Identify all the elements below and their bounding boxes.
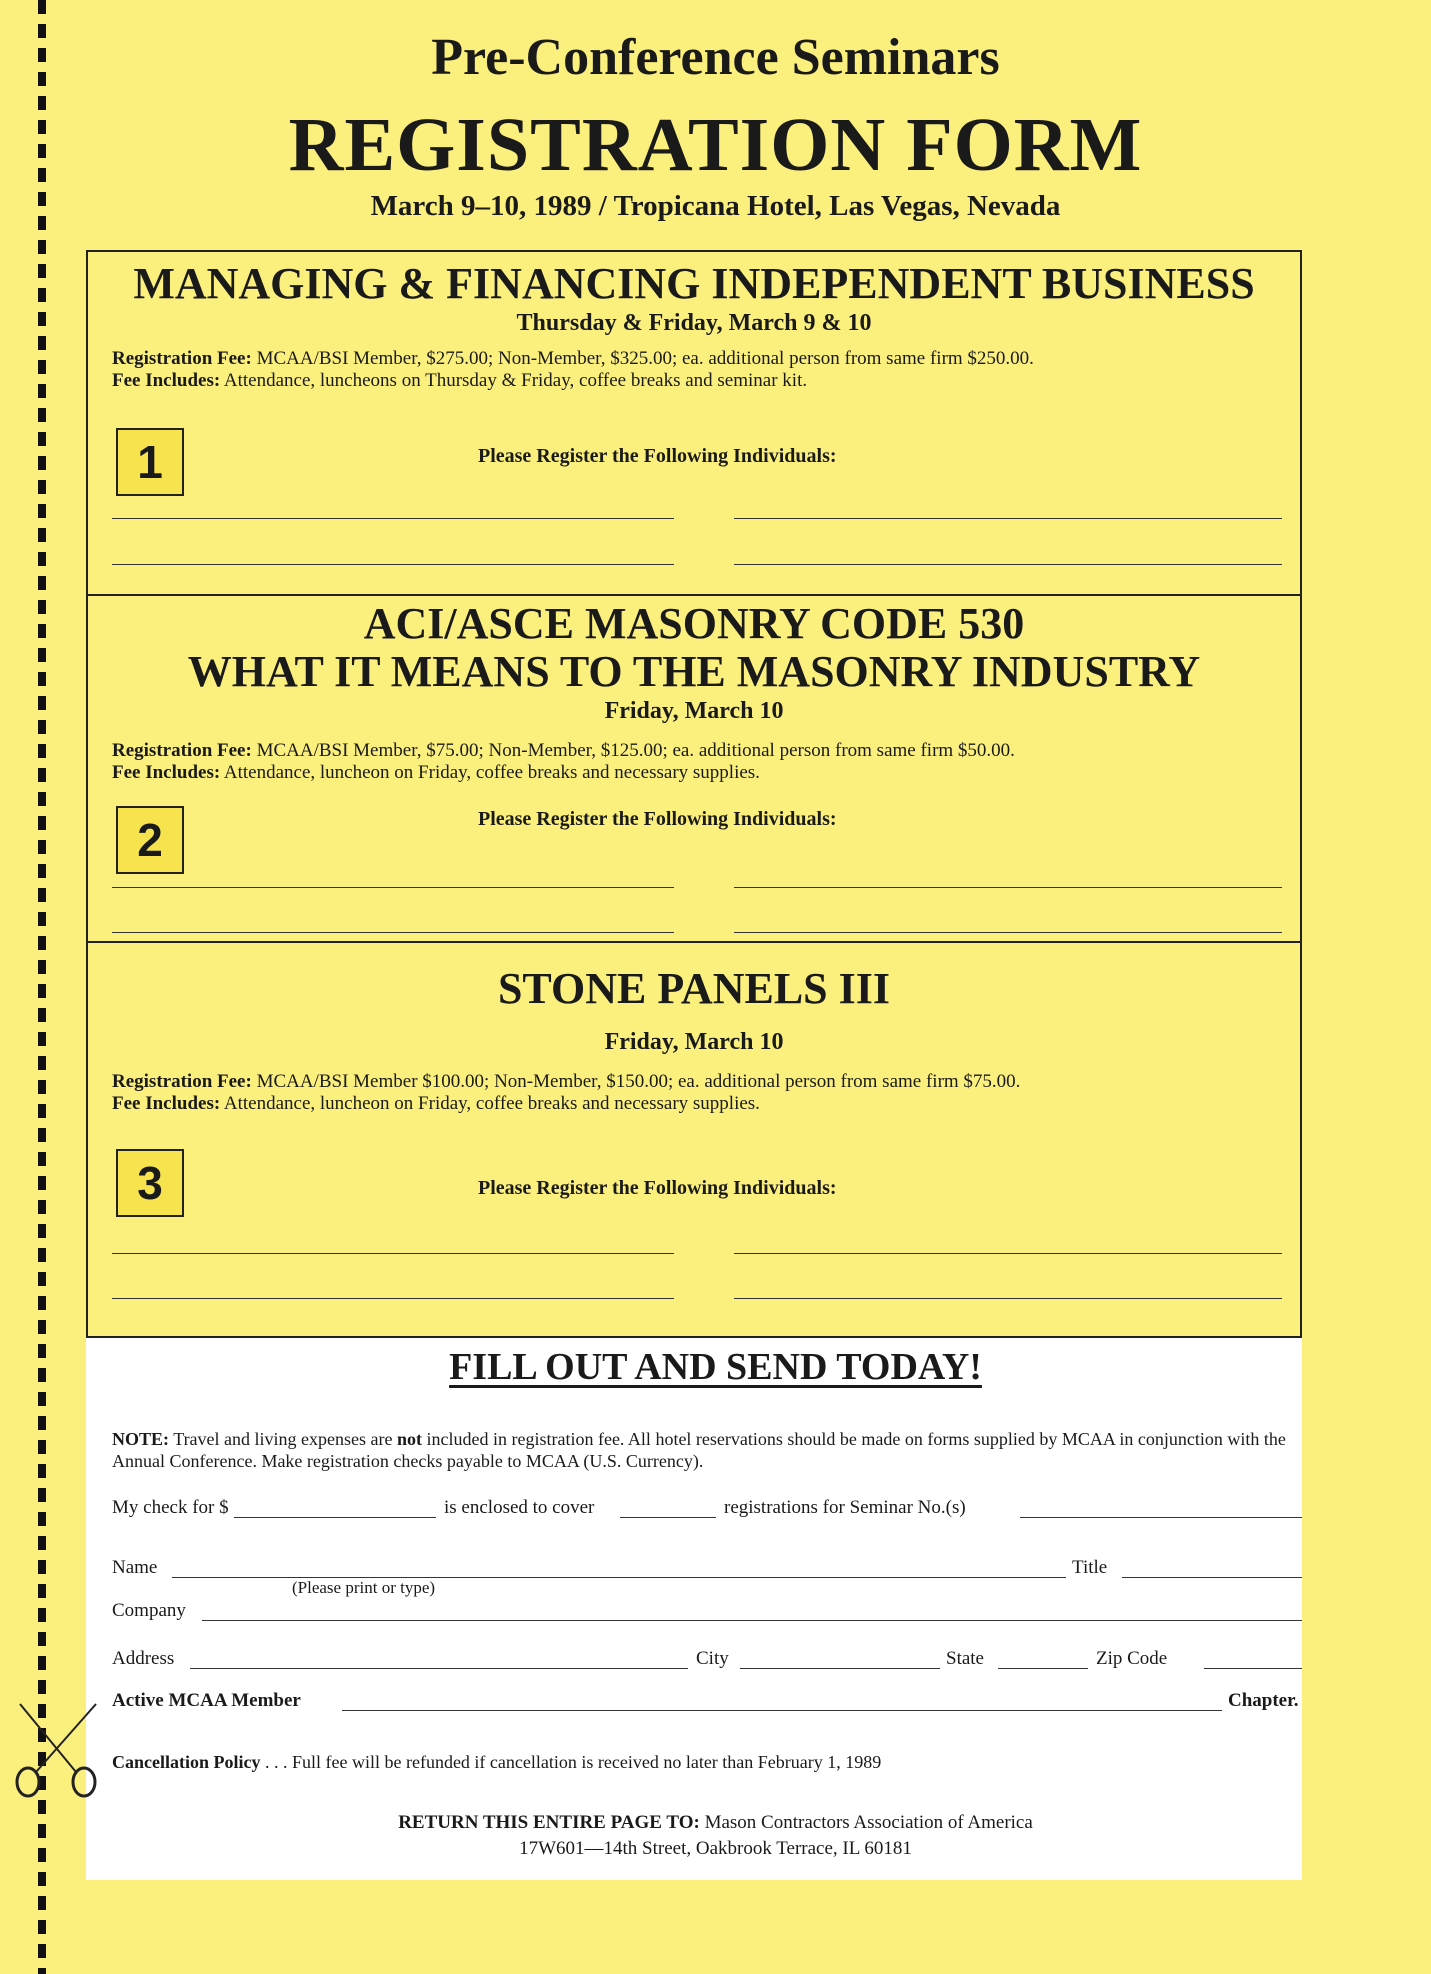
address-field[interactable] [190, 1668, 688, 1669]
includes-text: Attendance, luncheons on Thursday & Friday, coffee breaks and seminar kit. [223, 370, 808, 391]
company-row [112, 1600, 1302, 1626]
member-row [112, 1690, 1302, 1716]
city-label: City [696, 1648, 729, 1669]
chapter-field[interactable] [342, 1710, 1222, 1711]
note-text-2: included in registration fee. All hotel reservations should be made on forms supplied by MCAA in conjunction with the Annual Conference. Make registration checks payable to MCAA (U.S. Currency). [112, 1429, 1286, 1471]
registrant-line[interactable] [734, 932, 1282, 933]
return-label: RETURN THIS ENTIRE PAGE TO: [398, 1812, 700, 1833]
form-heading: FILL OUT AND SEND TODAY! [449, 1346, 982, 1388]
includes-text: Attendance, luncheon on Friday, coffee breaks and necessary supplies. [223, 762, 760, 783]
name-hint: (Please print or type) [292, 1578, 436, 1597]
seminar-3-section [86, 943, 1302, 1338]
fee-label: Registration Fee: [112, 740, 252, 761]
check-suffix: registrations for Seminar No.(s) [724, 1497, 966, 1518]
includes-text: Attendance, luncheon on Friday, coffee breaks and necessary supplies. [223, 1093, 760, 1114]
seminar-1-fee [112, 348, 1278, 392]
fee-text: MCAA/BSI Member, $275.00; Non-Member, $325.00; ea. additional person from same firm $250.00. [256, 348, 1034, 369]
fee-text: MCAA/BSI Member, $75.00; Non-Member, $125.00; ea. additional person from same firm $50.00. [256, 740, 1015, 761]
seminar-1-section [86, 250, 1302, 596]
seminar-1-number: 1 [116, 428, 184, 496]
seminar-2-subtitle: WHAT IT MEANS TO THE MASONRY INDUSTRY [187, 647, 1201, 696]
note-emphasis: not [396, 1429, 422, 1449]
check-prefix: My check for $ [112, 1497, 229, 1518]
scissors-icon [6, 1698, 102, 1798]
page-title: REGISTRATION FORM [288, 103, 1143, 187]
state-label: State [946, 1648, 984, 1669]
name-label: Name [112, 1557, 158, 1578]
page-pretitle: Pre-Conference Seminars [431, 29, 1000, 86]
seminar-2-section [86, 596, 1302, 943]
member-label: Active MCAA Member [112, 1690, 301, 1711]
registrant-line[interactable] [112, 932, 674, 933]
cancel-text: . . . Full fee will be refunded if cancellation is received no later than February 1, 1989 [264, 1752, 882, 1772]
registration-count-field[interactable] [620, 1517, 716, 1518]
seminar-2-register-prompt: Please Register the Following Individuals: [478, 808, 837, 830]
state-field[interactable] [998, 1668, 1088, 1669]
check-row [112, 1497, 1302, 1523]
note-paragraph [112, 1428, 1302, 1472]
name-row [112, 1557, 1302, 1583]
seminar-2-date: Friday, March 10 [604, 698, 784, 724]
seminar-1-title: MANAGING & FINANCING INDEPENDENT BUSINESS [133, 259, 1255, 308]
seminar-3-number: 3 [116, 1149, 184, 1217]
title-field[interactable] [1122, 1577, 1302, 1578]
includes-label: Fee Includes: [112, 1093, 221, 1114]
return-address: 17W601—14th Street, Oakbrook Terrace, IL 60181 [519, 1838, 912, 1859]
includes-label: Fee Includes: [112, 370, 221, 391]
cancel-label: Cancellation Policy [112, 1752, 261, 1772]
seminar-3-fee [112, 1071, 1278, 1115]
registrant-line[interactable] [734, 1298, 1282, 1299]
registrant-line[interactable] [734, 1253, 1282, 1254]
registrant-line[interactable] [112, 1298, 674, 1299]
registrant-line[interactable] [734, 564, 1282, 565]
cancellation-policy [112, 1752, 881, 1773]
zip-field[interactable] [1204, 1668, 1302, 1669]
perforation-edge [38, 0, 46, 1974]
seminar-3-register-prompt: Please Register the Following Individuals: [478, 1177, 837, 1199]
city-field[interactable] [740, 1668, 940, 1669]
seminar-2-title: ACI/ASCE MASONRY CODE 530 [363, 599, 1025, 648]
seminar-1-register-prompt: Please Register the Following Individuals: [478, 445, 837, 467]
seminar-1-date: Thursday & Friday, March 9 & 10 [516, 310, 872, 336]
address-row [112, 1648, 1302, 1674]
company-field[interactable] [202, 1620, 1302, 1621]
registrant-line[interactable] [112, 1253, 674, 1254]
title-label: Title [1072, 1557, 1108, 1578]
fee-label: Registration Fee: [112, 348, 252, 369]
page-subtitle: March 9–10, 1989 / Tropicana Hotel, Las Vegas, Nevada [370, 190, 1061, 222]
seminar-numbers-field[interactable] [1020, 1517, 1302, 1518]
check-mid: is enclosed to cover [444, 1497, 595, 1518]
registrant-line[interactable] [112, 518, 674, 519]
return-line-1 [0, 1812, 1431, 1834]
zip-label: Zip Code [1096, 1648, 1168, 1669]
seminar-2-number: 2 [116, 806, 184, 874]
registrant-line[interactable] [112, 564, 674, 565]
includes-label: Fee Includes: [112, 762, 221, 783]
seminar-2-fee [112, 740, 1278, 784]
seminar-3-title: STONE PANELS III [497, 964, 891, 1013]
registrant-line[interactable] [734, 887, 1282, 888]
fee-label: Registration Fee: [112, 1071, 252, 1092]
fee-text: MCAA/BSI Member $100.00; Non-Member, $150.00; ea. additional person from same firm $75.00. [256, 1071, 1021, 1092]
note-text-1: Travel and living expenses are [173, 1429, 393, 1449]
address-label: Address [112, 1648, 175, 1669]
check-amount-field[interactable] [234, 1517, 436, 1518]
company-label: Company [112, 1600, 186, 1621]
registrant-line[interactable] [112, 887, 674, 888]
seminar-3-date: Friday, March 10 [604, 1029, 784, 1055]
return-org: Mason Contractors Association of America [704, 1812, 1033, 1833]
registrant-line[interactable] [734, 518, 1282, 519]
note-label: NOTE: [112, 1429, 170, 1449]
chapter-label: Chapter. [1228, 1690, 1299, 1711]
